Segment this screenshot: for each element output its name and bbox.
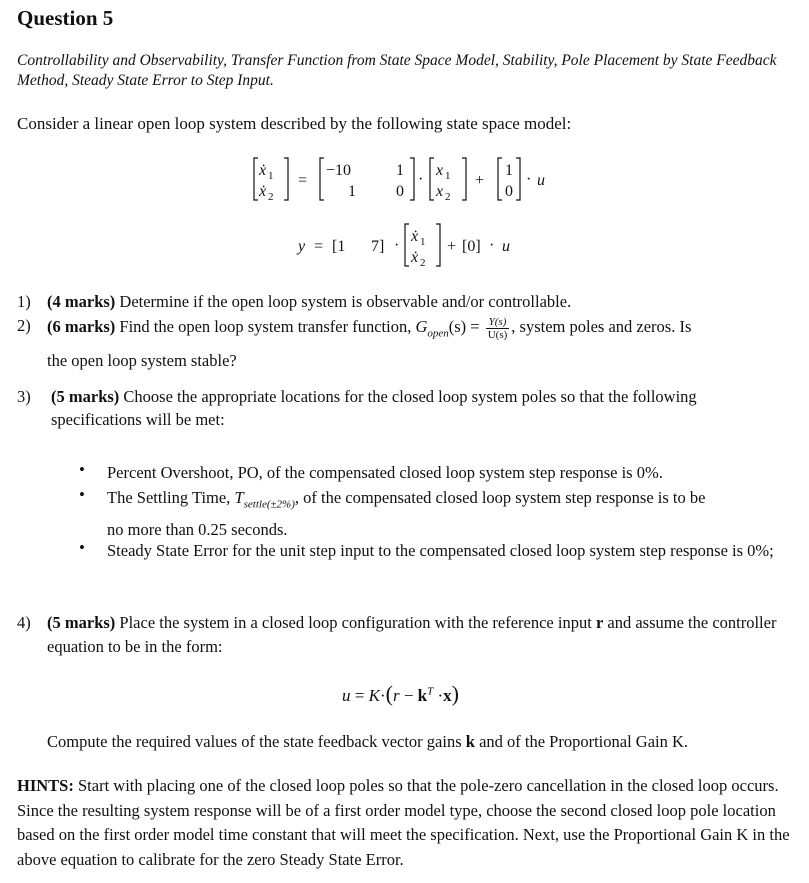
x-bot-sub: 2 [445,191,451,203]
lhs-bot-sub: 2 [268,191,274,203]
xd-top: ẋ [411,228,419,245]
c-close: 7] [371,238,385,255]
q1-number: 1) [17,292,31,311]
compute-text [47,732,688,752]
spec-2-t: T [234,488,244,507]
bracket-a-left [320,158,324,200]
q3-marks: (5 marks) [51,387,120,406]
bullet-1: • [79,460,85,479]
ctrl-sup: T [427,685,434,698]
compute-a: Compute the required values of the state feedback vector gains [47,732,466,751]
bullet-2: • [79,485,85,504]
xd-top-sub: 1 [420,236,426,248]
output-u: u [502,238,510,255]
state-equation [240,150,560,210]
a12: 1 [396,162,404,179]
x-top: x [436,162,444,179]
ctrl-rparen: ) [451,681,459,706]
xd-bot-sub: 2 [420,257,426,269]
question-title: Question 5 [17,6,114,30]
lhs-bot: ẋ [259,183,267,200]
q2-g-arg: (s) = [448,317,480,336]
lhs-top-sub: 1 [268,170,274,182]
spec-2-a: The Settling Time, [107,488,235,507]
bracket-x-left [430,158,434,200]
q4-text-a: Place the system in a closed loop configuration with the reference input [115,613,596,632]
output-dot2: · [489,237,495,254]
question-2 [0,313,809,371]
question-1 [0,289,809,315]
q4-marks: (5 marks) [47,613,116,632]
q2-g: G [415,317,428,336]
xd-bot: ẋ [411,249,419,266]
state-equals: = [298,172,308,189]
ctrl-minus: − [403,686,414,705]
compute-b: and of the Proportional Gain K. [474,732,689,751]
ctrl-equals: = [354,686,365,705]
bracket-b-right [516,158,520,200]
bracket-xd-left [405,224,409,266]
x-bot: x [436,183,444,200]
question-3 [0,385,809,435]
state-u: u [537,172,545,189]
spec-2-c: no more than 0.25 seconds. [107,520,288,540]
q2-frac-den: U(s) [487,328,508,341]
ctrl-r: r [392,686,400,705]
ctrl-dot: · [379,686,386,705]
q4-text-b: and assume the controller equation to be in the form: [47,613,777,656]
state-dot: · [418,171,424,188]
bracket-xd-right [436,224,440,266]
a11: −10 [326,162,352,179]
b1: 1 [505,162,513,179]
spec-2-b: , of the compensated closed loop system step response is to be [294,488,706,507]
state-dot2: · [526,171,532,188]
spec-2 [107,485,802,543]
c-open: [1 [332,238,346,255]
spec-1: Percent Overshoot, PO, of the compensated closed loop system step response is 0%. [107,463,663,482]
question-4 [0,611,809,663]
a22: 0 [396,183,404,200]
bracket-a-right [410,158,414,200]
q4-r: r [595,613,604,632]
output-equation [296,220,536,272]
d-matrix: [0] [462,238,481,255]
output-equals: = [314,238,324,255]
spec-2-sub: settle(±2%) [243,498,295,511]
q2-text-b: , system poles and zeros. Is [511,317,692,336]
ctrl-x: x [443,686,452,705]
q1-text: Determine if the open loop system is observable and/or controllable. [115,292,572,311]
x-top-sub: 1 [445,170,451,182]
controller-equation [342,681,459,707]
bracket-x-right [462,158,466,200]
b2: 0 [505,183,513,200]
bracket-lhs-left [254,158,258,200]
q2-fraction [486,316,510,341]
a21: 1 [348,183,356,200]
q2-frac-num: Y(s) [486,316,510,329]
state-plus: + [475,172,485,189]
output-y: y [298,238,306,255]
topics-list: Controllability and Observability, Transfer Function from State Space Model, Stability, Pole Placement by State Feedback Method, Steady State Error to Step Input. [17,52,777,89]
ctrl-dot2: · [437,686,444,705]
q4-number: 4) [17,613,31,632]
q1-marks: (4 marks) [47,292,116,311]
compute-k: k [465,732,475,751]
hints-text: Start with placing one of the closed loop poles so that the pole-zero cancellation in the closed loop occurs. Since the resulting system response will be of a first order model type, choose the second closed loop pole location based on the first order model time constant that will meet the specification. Next, use the Proportional Gain K in the above equation to calibrate for the zero Steady State Error. [17,776,790,869]
q2-text-c: the open loop system stable? [47,351,237,371]
q3-text: Choose the appropriate locations for the closed loop system poles so that the following specifications will be met: [51,387,697,429]
spec-list [0,460,809,590]
bracket-b-left [498,158,502,200]
ctrl-u: u [342,686,351,705]
hints-label: HINTS: [17,776,74,795]
lhs-top: ẋ [259,162,267,179]
intro-text: Consider a linear open loop system described by the following state space model: [17,114,572,133]
ctrl-lparen: ( [385,681,393,706]
q2-text-a: Find the open loop system transfer function, [115,317,416,336]
bullet-3: • [79,538,85,557]
hints-paragraph [17,774,797,872]
q2-marks: (6 marks) [47,317,116,336]
ctrl-k: k [417,686,428,705]
output-dot: · [394,237,400,254]
q2-g-sub: open [427,327,449,340]
bracket-lhs-right [284,158,288,200]
q2-number: 2) [17,316,31,335]
q3-number: 3) [17,387,31,406]
ctrl-K: K [368,686,380,705]
output-plus: + [447,238,457,255]
spec-3: Steady State Error for the unit step input to the compensated closed loop system step response is 0%; [107,541,774,560]
